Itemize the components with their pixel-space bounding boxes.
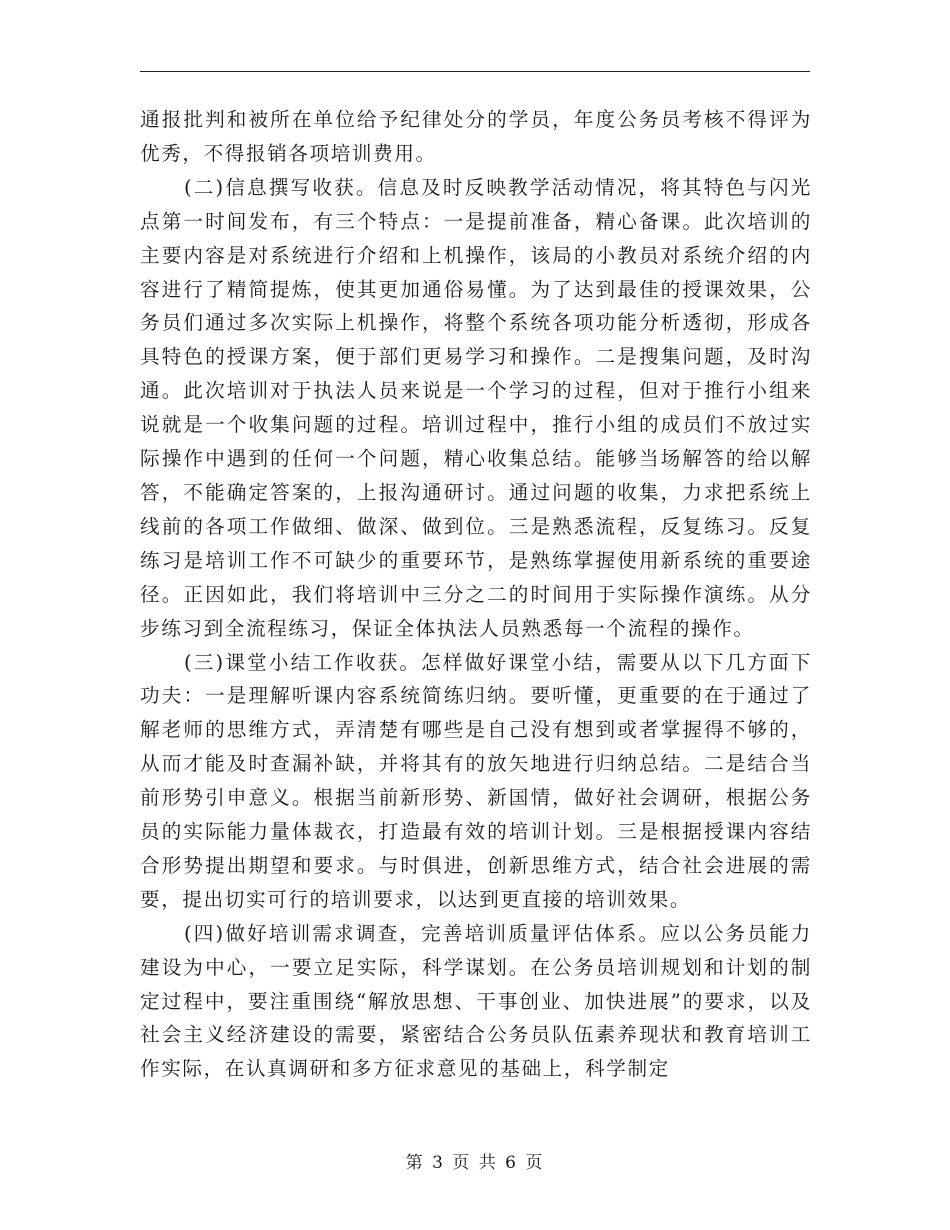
paragraph-section-3: (三)课堂小结工作收获。怎样做好课堂小结，需要从以下几方面下功夫：一是理解听课内容系统简练归纳。要听懂，更重要的在于通过了解老师的思维方式，弄清楚有哪些是自己没有想到或者掌握得不够的，从而才能及时查漏补缺，并将其有的放矢地进行归纳总结。二是结合当前形势引申意义。根据当前新形势、新国情，做好社会调研，根据公务员的实际能力量体裁衣，打造最有效的培训计划。三是根据授课内容结合形势提出期望和要求。与时俱进，创新思维方式，结合社会进展的需要，提出切实可行的培训要求，以达到更直接的培训效果。 xyxy=(140,650,812,911)
paragraph-section-2: (二)信息撰写收获。信息及时反映教学活动情况，将其特色与闪光点第一时间发布，有三个特点：一是提前准备，精心备课。此次培训的主要内容是对系统进行介绍和上机操作，该局的小教员对系统介绍的内容进行了精简提炼，使其更加通俗易懂。为了达到最佳的授课效果，公务员们通过多次实际上机操作，将整个系统各项功能分析透彻，形成各具特色的授课方案，便于部们更易学习和操作。二是搜集问题，及时沟通。此次培训对于执法人员来说是一个学习的过程，但对于推行小组来说就是一个收集问题的过程。培训过程中，推行小组的成员们不放过实际操作中遇到的任何一个问题，精心收集总结。能够当场解答的给以解答，不能确定答案的，上报沟通研讨。通过问题的收集，力求把系统上线前的各项工作做细、做深、做到位。三是熟悉流程，反复练习。反复练习是培训工作不可缺少的重要环节，是熟练掌握使用新系统的重要途径。正因如此，我们将培训中三分之二的时间用于实际操作演练。从分步练习到全流程练习，保证全体执法人员熟悉每一个流程的操作。 xyxy=(140,175,812,640)
page-number-footer: 第 3 页 共 6 页 xyxy=(405,1153,545,1173)
header-rule xyxy=(140,71,810,72)
document-body xyxy=(140,103,812,1086)
paragraph-continuation: 通报批判和被所在单位给予纪律处分的学员，年度公务员考核不得评为优秀，不得报销各项培训费用。 xyxy=(140,108,812,165)
paragraph-section-4: (四)做好培训需求调查，完善培训质量评估体系。应以公务员能力建设为中心，一要立足实际，科学谋划。在公务员培训规划和计划的制定过程中，要注重围绕“解放思想、干事创业、加快进展”的要求，以及社会主义经济建设的需要，紧密结合公务员队伍素养现状和教育培训工作实际，在认真调研和多方征求意见的基础上，科学制定 xyxy=(140,921,812,1081)
